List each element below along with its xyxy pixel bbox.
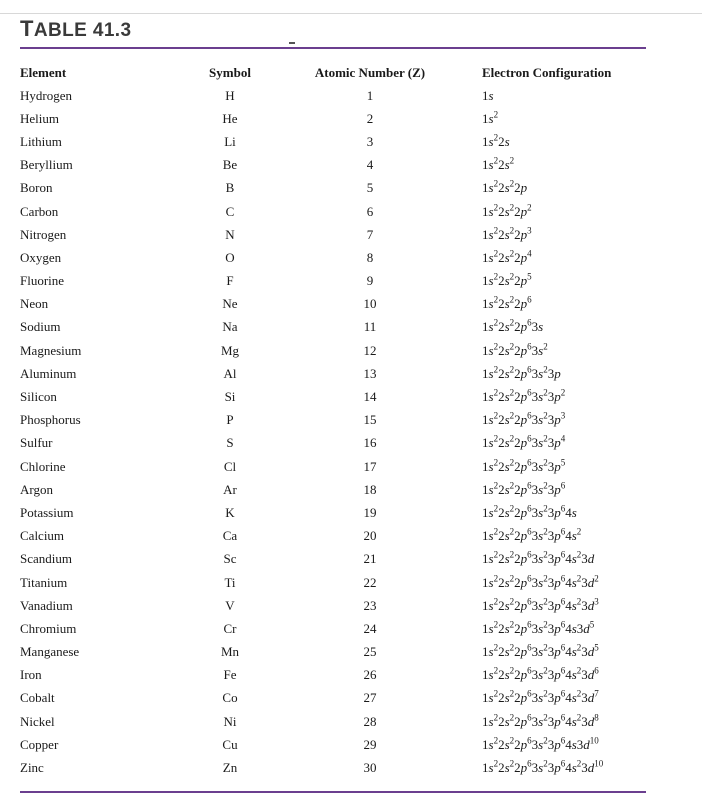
table-row (20, 617, 646, 640)
element-name: Lithium (20, 133, 62, 149)
atomic-number: 22 (363, 574, 377, 590)
electron-configuration: $1s^22s^22p^63s^23p^64s^23d$ (482, 550, 595, 567)
element-name: Cobalt (20, 690, 55, 706)
electron-configuration: $1s^22s^22p^63s^23p^64s^2$ (482, 526, 582, 544)
element-name: Sodium (20, 319, 61, 335)
element-name: Phosphorus (20, 412, 81, 428)
table-row (20, 594, 646, 617)
element-symbol: Ni (223, 713, 237, 729)
atomic-number: 7 (366, 226, 374, 242)
electron-configuration: $1s^22s^22p^63s$ (482, 318, 544, 335)
table-row (20, 362, 646, 385)
atomic-number: 16 (363, 435, 377, 451)
electron-configuration: $1s^22s^22p^63s^23p^5$ (482, 457, 566, 474)
atomic-number: 20 (363, 528, 377, 544)
element-name: Zinc (20, 760, 44, 776)
element-name: Potassium (20, 504, 74, 520)
element-symbol: Sc (223, 551, 237, 567)
atomic-number: 6 (366, 203, 374, 219)
atomic-number: 30 (363, 760, 377, 776)
element-symbol: Ar (223, 481, 237, 497)
electron-configuration: $1s^22s^22p^4$ (482, 248, 532, 265)
element-symbol: Be (222, 157, 238, 173)
electron-configuration: $1s^2$ (482, 109, 499, 126)
element-symbol: N (225, 226, 235, 242)
atomic-number: 29 (363, 736, 377, 752)
electron-configuration: $1s^22s^22p$ (482, 179, 528, 196)
table-row (20, 432, 646, 455)
element-symbol: S (226, 435, 234, 451)
table-row (20, 339, 646, 362)
element-name: Silicon (20, 389, 57, 405)
element-name: Sulfur (20, 435, 53, 451)
table-row (20, 270, 646, 293)
table-row (20, 478, 646, 501)
electron-configuration: $1s^22s^22p^63s^23p^64s^23d^7$ (482, 689, 599, 706)
atomic-number: 10 (363, 296, 377, 312)
element-symbol: V (225, 597, 235, 613)
electron-configuration: $1s^22s^22p^63s^23p^64s^23d^2$ (482, 573, 599, 590)
table-row (20, 316, 646, 339)
atomic-number: 15 (363, 412, 377, 428)
table-row (20, 130, 646, 153)
table-bottom-rule (20, 791, 646, 793)
table-row (20, 293, 646, 316)
electron-configuration-table (20, 62, 646, 780)
element-symbol: H (225, 87, 235, 103)
element-symbol: Na (222, 319, 238, 335)
atomic-number: 4 (366, 157, 374, 173)
electron-configuration: $1s^22s^22p^63s^23p^3$ (482, 410, 566, 428)
atomic-number: 9 (366, 273, 374, 289)
column-header-element: Element (20, 65, 67, 80)
element-name: Manganese (20, 644, 80, 660)
electron-configuration: $1s^22s^22p^2$ (482, 202, 532, 219)
element-name: Beryllium (20, 157, 73, 173)
electron-configuration: $1s^22s^22p^63s^23p^64s3d^5$ (482, 619, 595, 636)
atomic-number: 14 (363, 389, 377, 405)
element-name: Neon (20, 296, 49, 312)
atomic-number: 28 (363, 713, 377, 729)
element-name: Iron (20, 667, 42, 683)
element-symbol: Co (222, 690, 238, 706)
table-header-row (20, 62, 646, 84)
element-name: Vanadium (20, 597, 73, 613)
atomic-number: 27 (363, 690, 377, 706)
element-name: Carbon (20, 203, 59, 219)
atomic-number: 2 (366, 110, 374, 126)
element-name: Nitrogen (20, 226, 67, 242)
electron-configuration: 1s (482, 87, 494, 103)
element-symbol: Fe (223, 667, 237, 683)
element-symbol: Cr (223, 620, 237, 636)
element-name: Argon (20, 481, 53, 497)
column-header-atomic-number: Atomic Number (Z) (314, 65, 426, 80)
electron-configuration: $1s^22s^22p^63s^23p^64s$ (482, 503, 577, 520)
element-symbol: C (225, 203, 235, 219)
element-symbol: Ca (222, 528, 238, 544)
table-row (20, 246, 646, 269)
electron-configuration: $1s^22s^22p^6$ (482, 294, 532, 312)
electron-configuration: $1s^22s^22p^63s^23p^64s3d^{10}$ (482, 735, 599, 752)
element-name: Magnesium (20, 342, 82, 358)
element-symbol: Si (224, 389, 236, 405)
element-name: Helium (20, 110, 59, 126)
table-row (20, 710, 646, 733)
electron-configuration: $1s^22s^22p^63s^23p^2$ (482, 387, 566, 405)
atomic-number: 24 (363, 620, 377, 636)
element-name: Chromium (20, 620, 77, 636)
atomic-number: 23 (363, 597, 377, 613)
element-name: Calcium (20, 528, 65, 544)
table-row (20, 84, 646, 107)
element-name: Scandium (20, 551, 72, 567)
table-row (20, 455, 646, 478)
atomic-number: 21 (363, 551, 377, 567)
table-row (20, 223, 646, 246)
element-symbol: Mg (220, 342, 240, 358)
table-row (20, 641, 646, 664)
atomic-number: 8 (366, 249, 374, 265)
atomic-number: 11 (363, 319, 377, 335)
atomic-number: 5 (366, 180, 374, 196)
element-symbol: He (222, 110, 238, 126)
element-name: Chlorine (20, 458, 66, 474)
element-symbol: Mn (220, 644, 240, 660)
column-header-symbol: Symbol (209, 65, 251, 80)
electron-configuration: $1s^22s^22p^63s^23p^6$ (482, 480, 566, 497)
element-name: Fluorine (20, 273, 65, 289)
page-top-divider (0, 13, 702, 14)
element-name: Oxygen (20, 249, 62, 265)
electron-configuration: $1s^22s^22p^63s^2$ (482, 341, 548, 358)
table-row (20, 154, 646, 177)
table-row (20, 756, 646, 779)
atomic-number: 1 (366, 87, 374, 103)
electron-configuration: $1s^22s^22p^5$ (482, 271, 532, 289)
element-symbol: Ne (222, 296, 238, 312)
column-header-electron-configuration: Electron Configuration (482, 65, 612, 80)
atomic-number: 26 (363, 667, 377, 683)
element-symbol: Cu (222, 736, 238, 752)
element-symbol: Li (224, 133, 236, 149)
electron-configuration: $1s^22s^22p^63s^23p$ (482, 364, 561, 381)
element-symbol: Al (223, 365, 237, 381)
atomic-number: 17 (363, 458, 377, 474)
electron-configuration: $1s^22s^22p^63s^23p^64s^23d^6$ (482, 665, 599, 683)
element-name: Boron (20, 180, 53, 196)
electron-configuration: $1s^22s^22p^63s^23p^64s^23d^{10}$ (482, 758, 604, 776)
table-row (20, 200, 646, 223)
element-name: Nickel (20, 713, 55, 729)
table-row (20, 501, 646, 524)
electron-configuration: $1s^22s^22p^63s^23p^64s^23d^5$ (482, 642, 599, 660)
element-symbol: O (225, 249, 235, 265)
table-row (20, 664, 646, 687)
element-symbol: K (225, 504, 235, 520)
table-top-rule (20, 47, 646, 49)
electron-configuration: $1s^22s$ (482, 132, 510, 149)
element-symbol: Zn (222, 760, 238, 776)
table-row (20, 571, 646, 594)
element-name: Hydrogen (20, 87, 72, 103)
electron-configuration: $1s^22s^22p^63s^23p^4$ (482, 434, 566, 451)
element-symbol: P (226, 412, 234, 428)
element-name: Aluminum (20, 365, 77, 381)
element-symbol: Cl (223, 458, 237, 474)
atomic-number: 12 (363, 342, 377, 358)
element-symbol: B (225, 180, 235, 196)
electron-configuration: $1s^22s^22p^63s^23p^64s^23d^3$ (482, 596, 599, 613)
table-row (20, 107, 646, 130)
table-title: TABLE 41.3 (20, 16, 132, 41)
atomic-number: 18 (363, 481, 377, 497)
element-name: Titanium (20, 574, 68, 590)
table-row (20, 733, 646, 756)
table-row (20, 548, 646, 571)
element-symbol: Ti (224, 574, 236, 590)
atomic-number: 19 (363, 504, 377, 520)
table-row (20, 177, 646, 200)
table-row (20, 385, 646, 408)
atomic-number: 25 (363, 644, 377, 660)
element-name: Copper (20, 736, 59, 752)
decorative-tick (289, 42, 295, 44)
element-symbol: F (226, 273, 234, 289)
electron-configuration: $1s^22s^2$ (482, 155, 515, 173)
electron-configuration: $1s^22s^22p^63s^23p^64s^23d^8$ (482, 712, 599, 729)
table-row (20, 525, 646, 548)
atomic-number: 3 (366, 133, 374, 149)
electron-configuration: $1s^22s^22p^3$ (482, 225, 532, 242)
table-row (20, 687, 646, 710)
table-row (20, 409, 646, 432)
atomic-number: 13 (363, 365, 377, 381)
